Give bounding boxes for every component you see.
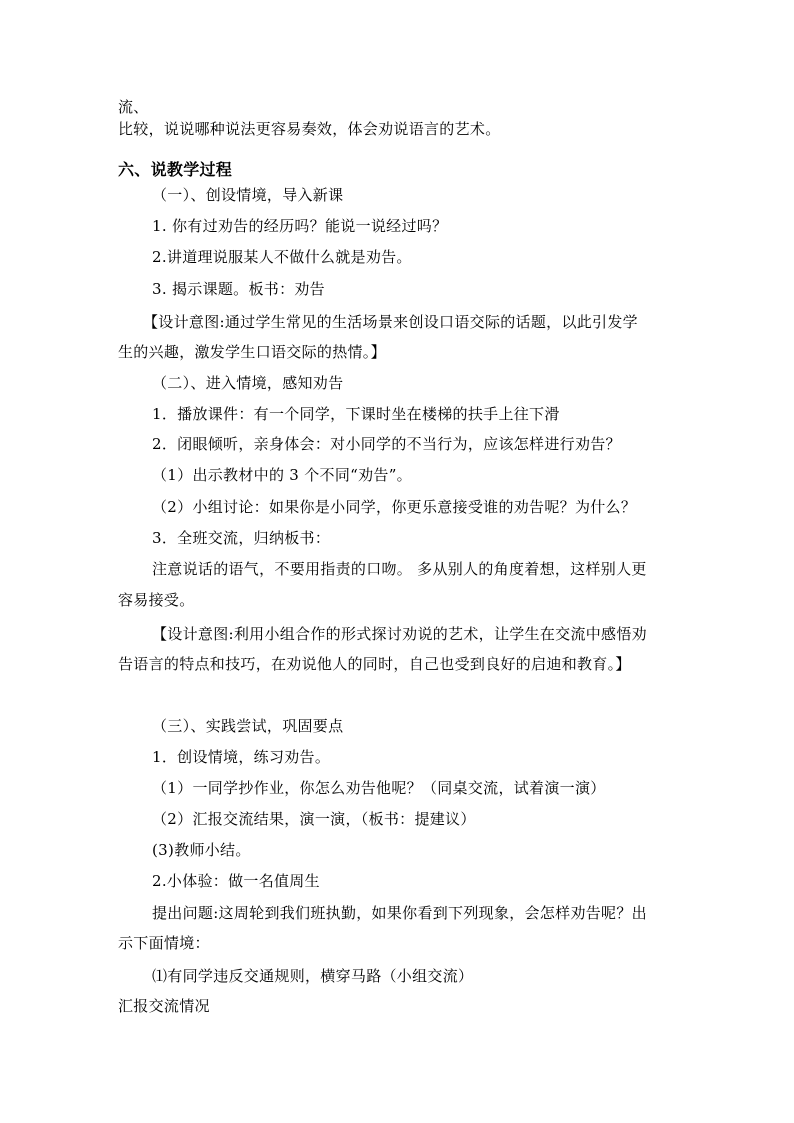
text-line: 注意说话的语气，不要用指责的口吻。 多从别人的角度着想，这样别人更 bbox=[152, 560, 647, 578]
text-line: 2.讲道理说服某人不做什么就是劝告。 bbox=[152, 248, 412, 266]
design-intent: 生的兴趣，激发学生口语交际的热情。】 bbox=[118, 343, 386, 361]
text-line: 示下面情境： bbox=[118, 934, 210, 952]
text-line: 汇报交流情况 bbox=[118, 997, 210, 1015]
text-line: （2）小组讨论：如果你是小同学，你更乐意接受谁的劝告呢？为什么？ bbox=[152, 498, 637, 516]
text-line: （1）一同学抄作业，你怎么劝告他呢？（同桌交流，试着演一演） bbox=[152, 779, 606, 797]
text-line: 1. 你有过劝告的经历吗？能说一说经过吗？ bbox=[152, 217, 448, 235]
text-line: 2．闭眼倾听，亲身体会：对小同学的不当行为，应该怎样进行劝告？ bbox=[152, 435, 621, 453]
text-line: 1．播放课件：有一个同学，下课时坐在楼梯的扶手上往下滑 bbox=[152, 405, 560, 423]
text-line: （1）出示教材中的 3 个不同“劝告”。 bbox=[152, 466, 412, 484]
text-line: 比较，说说哪种说法更容易奏效，体会劝说语言的艺术。 bbox=[118, 120, 501, 138]
design-intent: 告语言的特点和技巧，在劝说他人的同时，自己也受到良好的启迪和教育。】 bbox=[118, 655, 631, 673]
text-line: 2.小体验：做一名值周生 bbox=[152, 872, 320, 890]
section-heading: 六、说教学过程 bbox=[118, 160, 233, 179]
text-line: 容易接受。 bbox=[118, 591, 195, 609]
text-line: 1．创设情境，练习劝告。 bbox=[152, 748, 331, 766]
design-intent: 【设计意图:通过学生常见的生活场景来创设口语交际的话题，以此引发学 bbox=[143, 313, 638, 331]
subsection-heading: （二）、进入情境，感知劝告 bbox=[152, 374, 344, 392]
text-line: 3．全班交流，归纳板书： bbox=[152, 529, 331, 547]
text-line: (3)教师小结。 bbox=[152, 841, 251, 859]
subsection-heading: （一）、创设情境，导入新课 bbox=[152, 186, 344, 204]
subsection-heading: （三）、实践尝试，巩固要点 bbox=[152, 717, 344, 735]
text-line: 提出问题:这周轮到我们班执勤，如果你看到下列现象，会怎样劝告呢？出 bbox=[152, 904, 647, 922]
text-line: ⑴有同学违反交通规则，横穿马路（小组交流） bbox=[152, 967, 474, 985]
text-line: 3. 揭示课题。板书：劝告 bbox=[152, 280, 325, 298]
text-line: （2）汇报交流结果，演一演，（板书：提建议） bbox=[152, 810, 476, 828]
design-intent: 【设计意图:利用小组合作的形式探讨劝说的艺术，让学生在交流中感悟劝 bbox=[152, 625, 647, 643]
text-line: 流、 bbox=[118, 98, 149, 116]
